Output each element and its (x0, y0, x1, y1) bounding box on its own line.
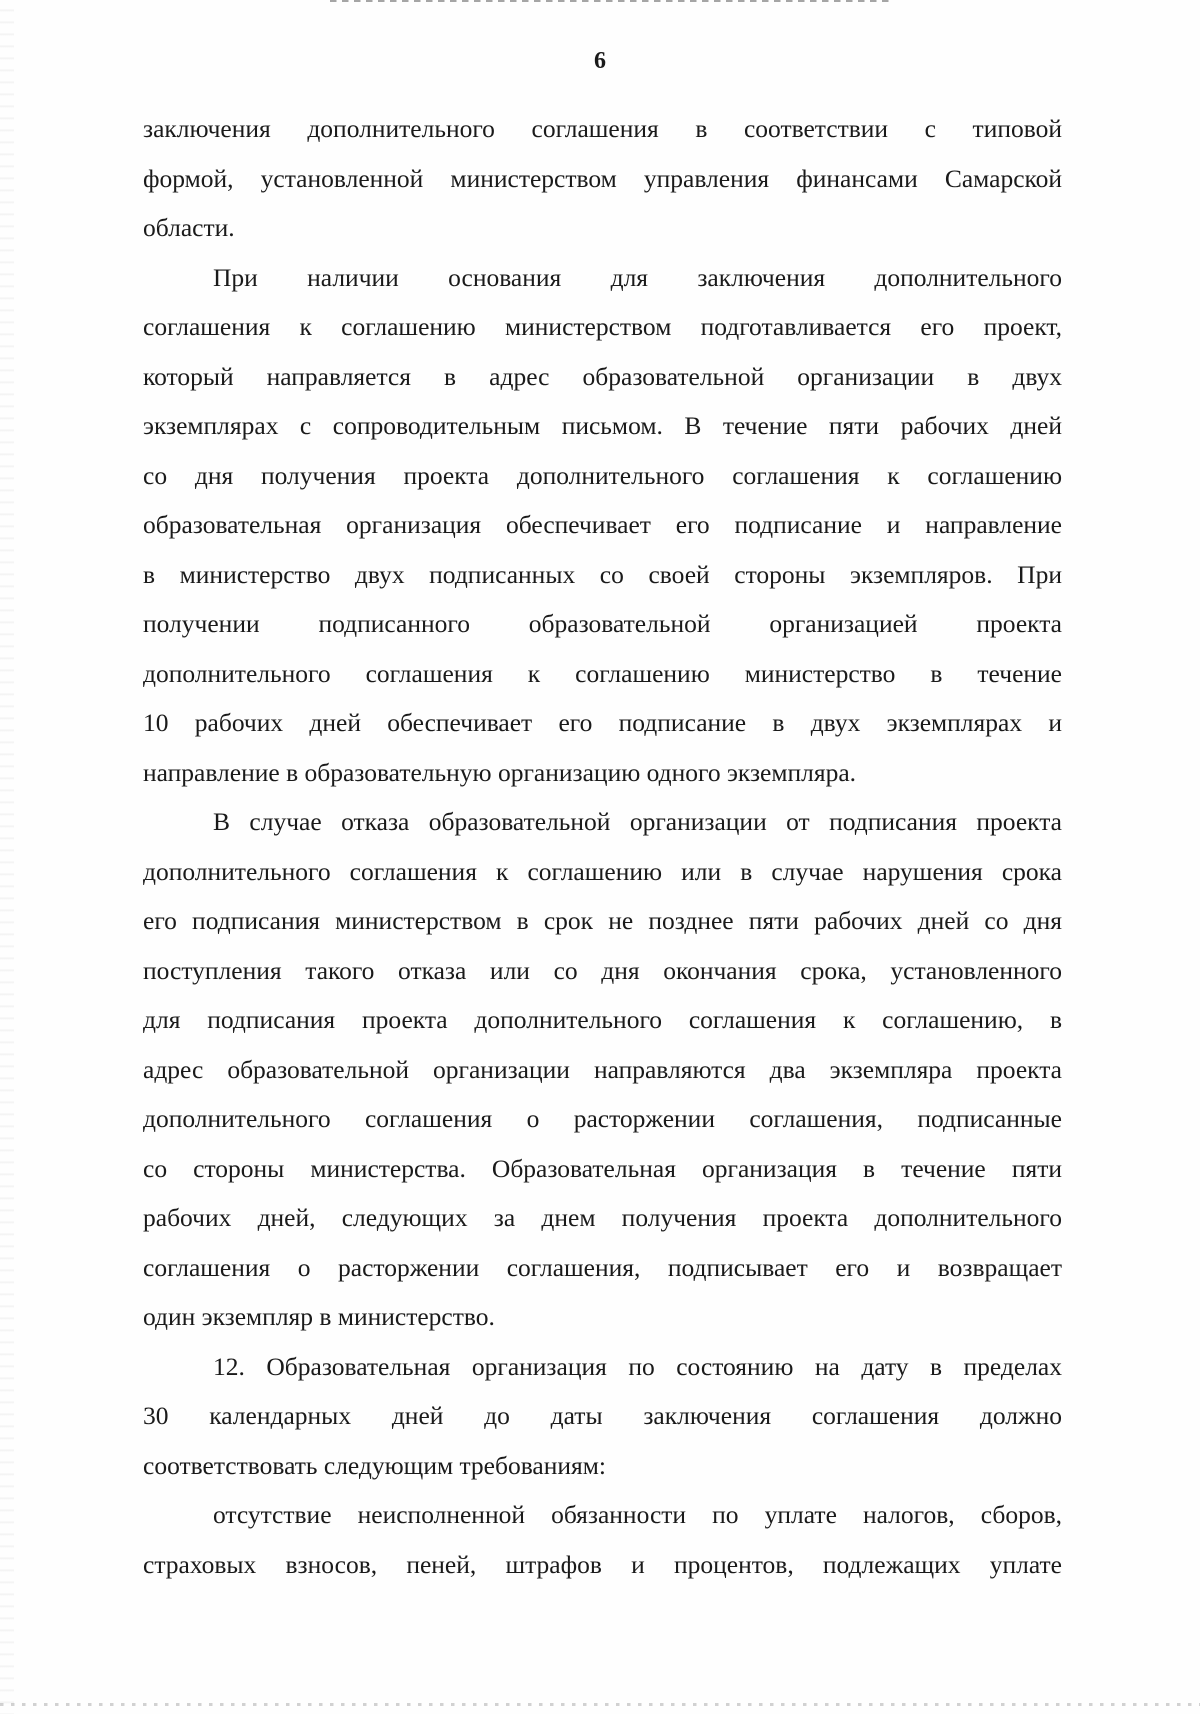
text-line: 10 рабочих дней обеспечивает его подписание в двух экземплярах и (143, 708, 1062, 737)
text-line: соглашения к соглашению министерством подготавливается его проект, (143, 312, 1062, 341)
text-line: заключения дополнительного соглашения в соответствии с типовой (143, 114, 1062, 143)
text-line: 30 календарных дней до даты заключения соглашения должно (143, 1401, 1062, 1430)
scan-artifact-bottom (0, 1703, 1200, 1706)
text-line: В случае отказа образовательной организации от подписания проекта (213, 807, 1062, 836)
text-line: направление в образовательную организацию одного экземпляра. (143, 757, 857, 787)
text-line: образовательная организация обеспечивает его подписание и направление (143, 510, 1062, 539)
paragraph (143, 253, 1062, 798)
text-line: отсутствие неисполненной обязанности по уплате налогов, сборов, (213, 1500, 1062, 1529)
text-line: в министерство двух подписанных со своей стороны экземпляров. При (143, 559, 1062, 589)
text-line: экземплярах с сопроводительным письмом. В течение пяти рабочих дней (143, 411, 1062, 440)
text-line: дополнительного соглашения к соглашению или в случае нарушения срока (143, 856, 1062, 886)
text-line: формой, установленной министерством управления финансами Самарской (143, 163, 1062, 193)
text-line: адрес образовательной организации направляются два экземпляра проекта (143, 1054, 1062, 1084)
text-line: 12. Образовательная организация по состоянию на дату в пределах (213, 1351, 1062, 1381)
text-line: один экземпляр в министерство. (143, 1302, 495, 1331)
text-line: для подписания проекта дополнительного соглашения к соглашению, в (143, 1005, 1062, 1034)
scan-artifact-top (330, 0, 890, 2)
text-line: При наличии основания для заключения дополнительного (213, 262, 1062, 292)
text-line: получении подписанного образовательной организацией проекта (143, 609, 1062, 638)
text-line: его подписания министерством в срок не позднее пяти рабочих дней со дня (143, 906, 1062, 935)
text-line: соответствовать следующим требованиям: (143, 1450, 606, 1480)
paragraph (143, 797, 1062, 1342)
text-line: который направляется в адрес образовательной организации в двух (143, 361, 1062, 391)
text-line: рабочих дней, следующих за днем получения проекта дополнительного (143, 1203, 1062, 1232)
text-line: соглашения о расторжении соглашения, подписывает его и возвращает (143, 1252, 1062, 1282)
text-line: дополнительного соглашения о расторжении соглашения, подписанные (143, 1104, 1062, 1133)
paragraph (143, 1490, 1062, 1589)
document-body (143, 104, 1062, 1589)
text-line: поступления такого отказа или со дня окончания срока, установленного (143, 955, 1062, 985)
scan-artifact-left (0, 0, 14, 1714)
text-line: области. (143, 213, 235, 242)
page-number: 6 (594, 48, 606, 74)
text-line: дополнительного соглашения к соглашению министерство в течение (143, 658, 1062, 688)
paragraph (143, 1342, 1062, 1491)
text-line: страховых взносов, пеней, штрафов и процентов, подлежащих уплате (143, 1549, 1062, 1579)
text-line: со стороны министерства. Образовательная организация в течение пяти (143, 1153, 1062, 1183)
paragraph (143, 104, 1062, 253)
text-line: со дня получения проекта дополнительного соглашения к соглашению (143, 460, 1062, 490)
